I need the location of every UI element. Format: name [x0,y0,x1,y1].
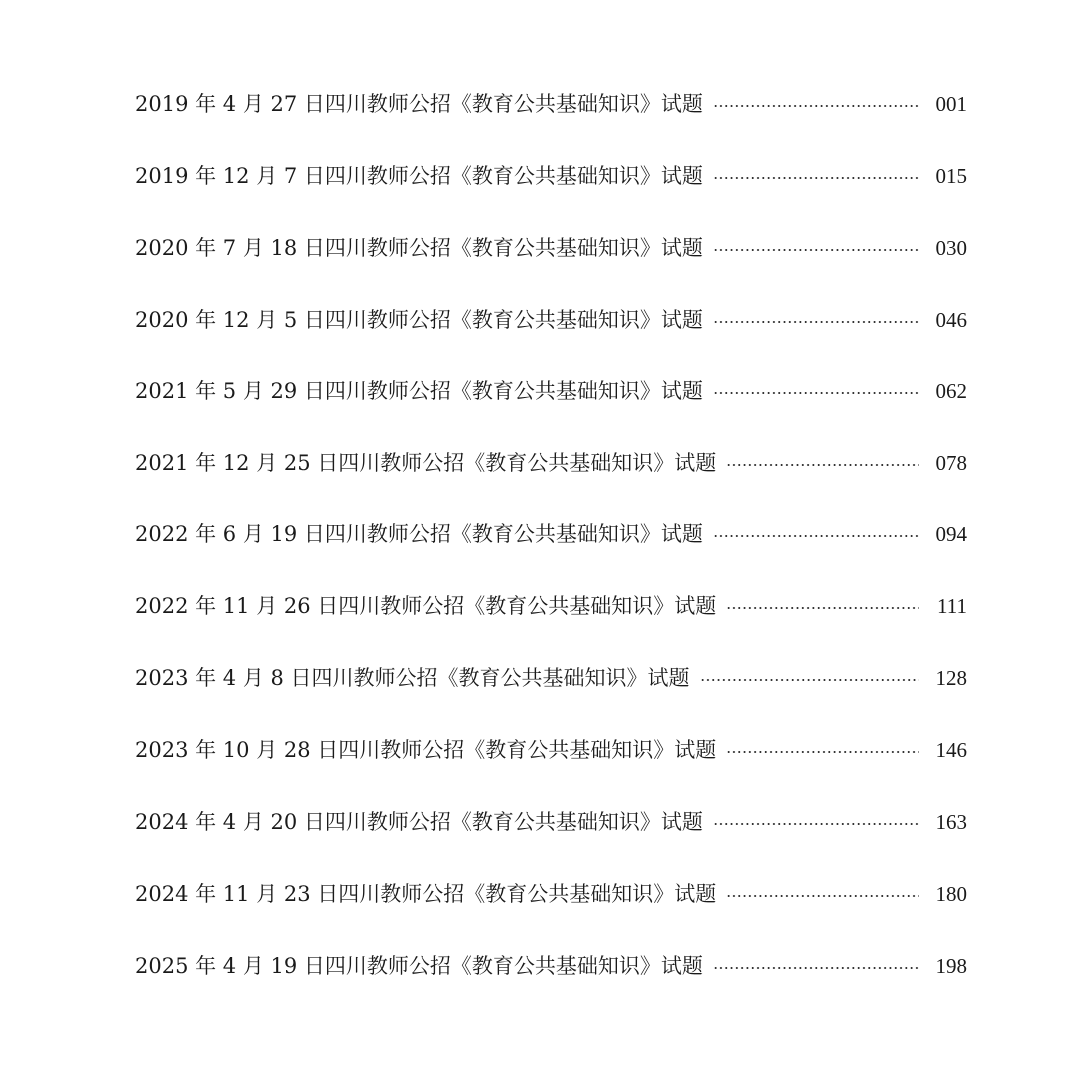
toc-page-number: 062 [935,379,967,403]
toc-entry-title: 2019 年 12 月 7 日四川教师公招《教育公共基础知识》试题 [135,164,703,188]
toc-page-number: 111 [937,594,967,618]
toc-dot-leader [726,589,919,623]
toc-page-number: 180 [935,882,967,906]
toc-dot-leader [726,446,919,480]
toc-entry-title: 2019 年 4 月 27 日四川教师公招《教育公共基础知识》试题 [135,92,703,116]
toc-entry[interactable] [135,231,967,265]
toc-entry-title: 2023 年 10 月 28 日四川教师公招《教育公共基础知识》试题 [135,738,717,762]
toc-entry[interactable] [135,805,967,839]
toc-entry-title: 2025 年 4 月 19 日四川教师公招《教育公共基础知识》试题 [135,954,703,978]
toc-page-number: 146 [935,738,967,762]
toc-page-number: 128 [935,666,967,690]
toc-dot-leader [713,231,919,265]
toc-entry-title: 2023 年 4 月 8 日四川教师公招《教育公共基础知识》试题 [135,666,690,690]
toc-page-number: 030 [935,236,967,260]
toc-dot-leader [713,303,919,337]
toc-entry[interactable] [135,877,967,911]
toc-page-number: 163 [935,810,967,834]
toc-entry[interactable] [135,589,967,623]
toc-entry-title: 2022 年 11 月 26 日四川教师公招《教育公共基础知识》试题 [135,594,717,618]
toc-entry-title: 2021 年 12 月 25 日四川教师公招《教育公共基础知识》试题 [135,451,717,475]
toc-entry-title: 2021 年 5 月 29 日四川教师公招《教育公共基础知识》试题 [135,379,703,403]
toc-entry[interactable] [135,374,967,408]
toc-page-number: 001 [935,92,967,116]
toc-entry-title: 2024 年 11 月 23 日四川教师公招《教育公共基础知识》试题 [135,882,717,906]
toc-entry[interactable] [135,949,967,983]
toc-page-number: 198 [935,954,967,978]
toc-entry-title: 2020 年 12 月 5 日四川教师公招《教育公共基础知识》试题 [135,308,703,332]
toc-dot-leader [726,877,919,911]
toc-dot-leader [713,159,919,193]
toc-entry-title: 2022 年 6 月 19 日四川教师公招《教育公共基础知识》试题 [135,522,703,546]
toc-page-number: 046 [935,308,967,332]
toc-page-number: 078 [935,451,967,475]
toc-page-number: 015 [935,164,967,188]
toc-dot-leader [713,805,919,839]
toc-entry-title: 2024 年 4 月 20 日四川教师公招《教育公共基础知识》试题 [135,810,703,834]
toc-dot-leader [713,517,919,551]
toc-entry[interactable] [135,733,967,767]
toc-dot-leader [713,87,919,121]
toc-entry[interactable] [135,303,967,337]
toc-dot-leader [700,661,919,695]
toc-entry[interactable] [135,159,967,193]
toc-entry[interactable] [135,517,967,551]
toc-entry[interactable] [135,87,967,121]
toc-dot-leader [713,949,919,983]
toc-dot-leader [713,374,919,408]
toc-entry[interactable] [135,446,967,480]
toc-dot-leader [726,733,919,767]
toc-entry-title: 2020 年 7 月 18 日四川教师公招《教育公共基础知识》试题 [135,236,703,260]
toc-entry[interactable] [135,661,967,695]
toc-page-number: 094 [935,522,967,546]
